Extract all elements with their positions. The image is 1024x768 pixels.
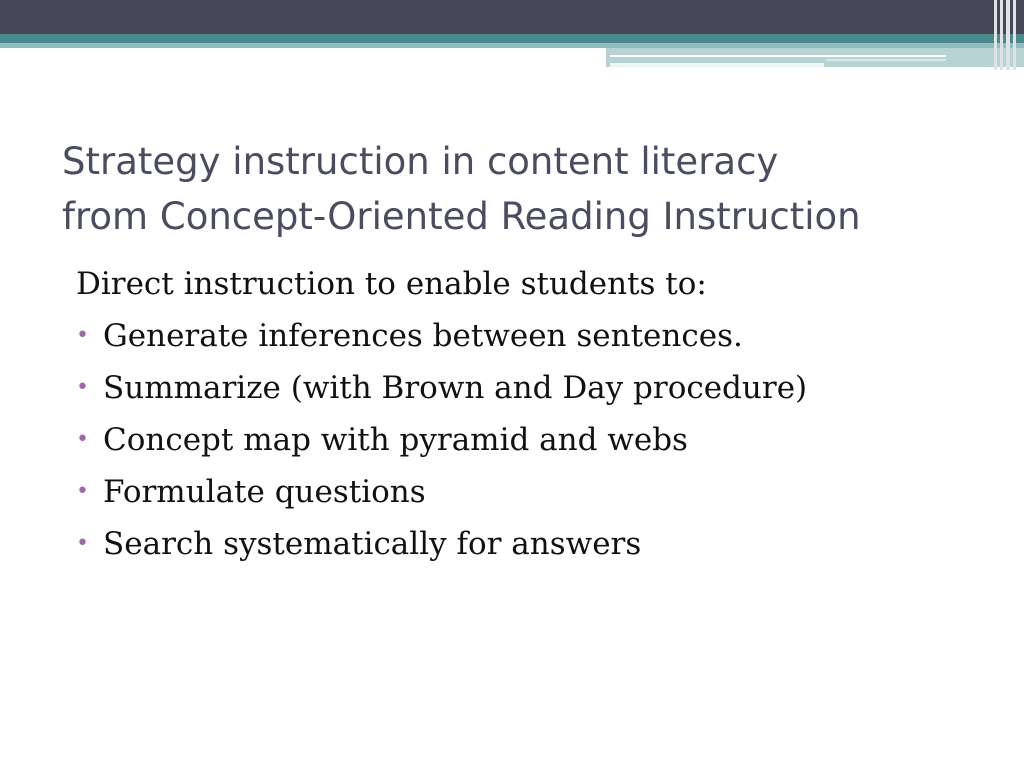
list-item-text: Formulate questions — [103, 474, 426, 510]
list-item — [76, 310, 976, 362]
bullet-icon: • — [76, 427, 89, 452]
slide-title — [62, 134, 992, 244]
list-item — [76, 362, 976, 414]
bullet-icon: • — [76, 375, 89, 400]
list-item-text: Summarize (with Brown and Day procedure) — [103, 370, 808, 406]
bullet-icon: • — [76, 323, 89, 348]
list-item-text: Concept map with pyramid and webs — [103, 422, 688, 458]
header-accent-line — [826, 59, 946, 61]
list-item-text: Search systematically for answers — [103, 526, 642, 562]
slide-body — [76, 258, 976, 570]
slide-title-line: Strategy instruction in content literacy — [62, 140, 779, 183]
header-band-dark — [0, 0, 1024, 34]
header-accent-line — [610, 63, 824, 67]
intro-text: Direct instruction to enable students to: — [76, 266, 707, 302]
list-item-text: Generate inferences between sentences. — [103, 318, 743, 354]
header-accent-line — [610, 55, 946, 57]
list-item — [76, 466, 976, 518]
slide-title-line: from Concept-Oriented Reading Instruction — [62, 195, 861, 238]
bullet-list — [76, 310, 976, 570]
header-edge-stripes — [992, 0, 1024, 70]
list-item — [76, 414, 976, 466]
list-item — [76, 518, 976, 570]
bullet-icon: • — [76, 479, 89, 504]
header-band-teal — [0, 34, 1024, 43]
bullet-icon: • — [76, 531, 89, 556]
